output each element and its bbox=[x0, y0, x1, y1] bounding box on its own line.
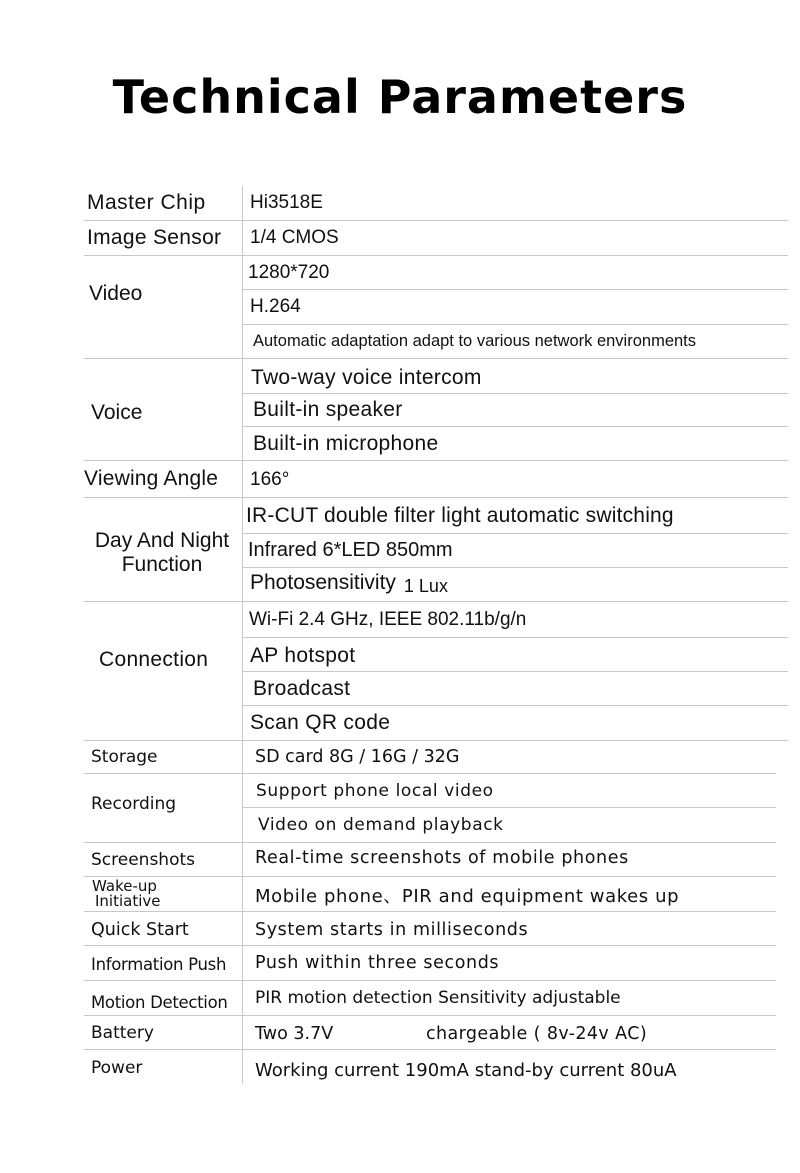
row-value-battery-voltage: Two 3.7V bbox=[255, 1023, 334, 1044]
row-label-wakeup-line1: Wake-up bbox=[92, 877, 157, 895]
row-value-ircut: IR-CUT double filter light automatic switching bbox=[246, 504, 674, 527]
row-divider bbox=[84, 497, 788, 498]
row-label-recording: Recording bbox=[91, 794, 177, 814]
row-divider bbox=[242, 637, 788, 638]
row-value-photosensitivity bbox=[250, 568, 448, 604]
page-title: Technical Parameters bbox=[112, 70, 688, 124]
row-label-day-night bbox=[82, 529, 242, 577]
row-value-ap-hotspot: AP hotspot bbox=[250, 643, 356, 667]
row-value-wakeup: Mobile phone、PIR and equipment wakes up bbox=[255, 885, 680, 907]
row-value-voice-intercom: Two-way voice intercom bbox=[251, 365, 482, 389]
row-label-day-night-line2: Function bbox=[121, 553, 203, 576]
row-label-screenshots: Screenshots bbox=[91, 849, 196, 870]
row-value-recording-playback: Video on demand playback bbox=[258, 815, 504, 835]
row-value-voice-speaker: Built-in speaker bbox=[253, 398, 403, 421]
row-label-day-night-line1: Day And Night bbox=[94, 529, 230, 552]
row-label-image-sensor: Image Sensor bbox=[87, 226, 222, 249]
row-value-broadcast: Broadcast bbox=[253, 676, 351, 700]
row-label-connection: Connection bbox=[99, 648, 209, 671]
row-label-viewing-angle: Viewing Angle bbox=[84, 467, 219, 490]
row-value-viewing-angle: 166° bbox=[250, 468, 290, 490]
row-value-power: Working current 190mA stand-by current 80uA bbox=[255, 1059, 677, 1081]
row-divider bbox=[242, 289, 788, 290]
row-label-wakeup bbox=[92, 877, 161, 911]
row-value-wifi: Wi-Fi 2.4 GHz, IEEE 802.11b/g/n bbox=[249, 608, 527, 630]
row-divider bbox=[84, 876, 776, 877]
row-value-master-chip: Hi3518E bbox=[250, 192, 323, 213]
row-value-motion: PIR motion detection Sensitivity adjustable bbox=[255, 988, 621, 1008]
row-value-video-resolution: 1280*720 bbox=[248, 261, 330, 283]
row-value-screenshots: Real-time screenshots of mobile phones bbox=[255, 848, 629, 868]
row-label-master-chip: Master Chip bbox=[87, 191, 206, 214]
row-label-quick-start: Quick Start bbox=[91, 919, 189, 940]
column-divider bbox=[242, 186, 243, 1084]
row-label-storage: Storage bbox=[91, 747, 158, 767]
row-value-battery-charge: chargeable ( 8v-24v AC) bbox=[426, 1023, 648, 1044]
photosensitivity-value: 1 Lux bbox=[403, 576, 448, 596]
photosensitivity-label: Photosensitivity bbox=[250, 571, 396, 594]
row-divider bbox=[84, 358, 788, 359]
row-label-video: Video bbox=[89, 281, 143, 305]
row-value-scan-qr: Scan QR code bbox=[250, 711, 391, 734]
row-value-image-sensor: 1/4 CMOS bbox=[250, 227, 339, 248]
row-label-power: Power bbox=[91, 1058, 143, 1078]
row-divider bbox=[84, 255, 788, 256]
row-label-info-push: Information Push bbox=[91, 954, 227, 974]
row-value-infrared: Infrared 6*LED 850mm bbox=[248, 539, 453, 561]
row-value-quick-start: System starts in milliseconds bbox=[255, 919, 529, 940]
row-value-video-adaptation: Automatic adaptation adapt to various network environments bbox=[253, 332, 697, 350]
row-value-recording-local: Support phone local video bbox=[256, 780, 494, 801]
row-value-info-push: Push within three seconds bbox=[255, 952, 500, 973]
row-value-storage: SD card 8G / 16G / 32G bbox=[255, 747, 460, 767]
row-label-voice: Voice bbox=[91, 401, 143, 424]
row-label-wakeup-line2: Initiative bbox=[95, 892, 161, 910]
row-value-voice-microphone: Built-in microphone bbox=[253, 431, 439, 455]
row-label-motion: Motion Detection bbox=[91, 992, 228, 1012]
row-label-battery: Battery bbox=[91, 1022, 154, 1043]
row-value-video-codec: H.264 bbox=[250, 296, 301, 317]
